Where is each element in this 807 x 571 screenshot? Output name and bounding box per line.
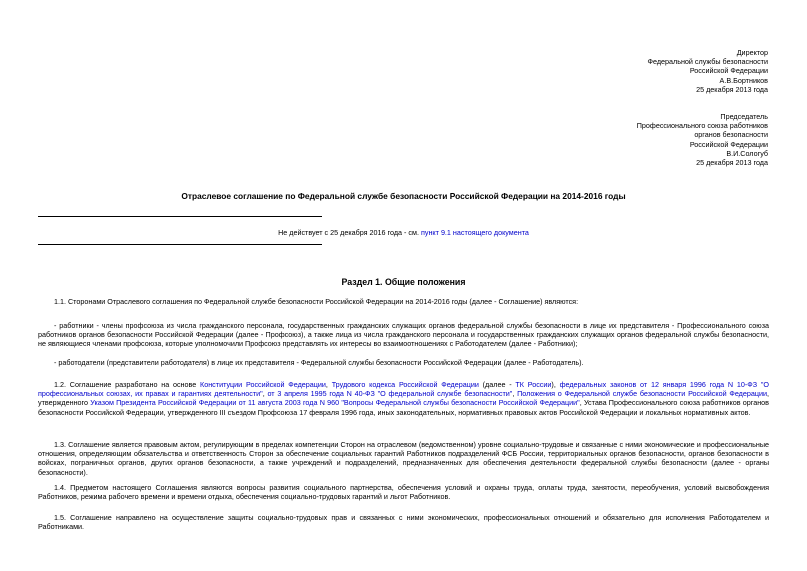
signature-line: В.И.Сологуб bbox=[726, 148, 768, 158]
section-title: Раздел 1. Общие положения bbox=[341, 277, 466, 287]
paragraph-text: - работники - члены профсоюза из числа гражданского персонала, государственных гражданских служащих органов федеральной службы безопасности в лице их представителя - Профессионального союза работников органов безопасности Российской Федерации (далее - Профсоюз), а также лица из числа гражданского персонала и государственных гражданских служащих органов федеральной службы безопасности, не являющиеся членами профсоюза, которые уполномочили Профсоюз представлять их интересы во взаимоотношениях с Работодателем (далее - Работники); bbox=[38, 321, 769, 349]
paragraph-text: , bbox=[512, 389, 518, 399]
paragraph-1-2 bbox=[38, 380, 769, 417]
presidential-decree-link[interactable]: Указом Президента Российской Федерации от 11 августа 2003 года N 960 "Вопросы Федеральной службы безопасности Российской Федерации" bbox=[90, 398, 580, 408]
chairman-signature-block bbox=[637, 112, 768, 167]
federal-law-trade-unions-link[interactable]: федеральных законов от 12 января 1996 года N 10-ФЗ "О профессиональных союзах, их правах и гарантиях деятельности" bbox=[38, 380, 769, 399]
labor-code-link[interactable]: Трудового кодекса Российской Федерации bbox=[331, 380, 479, 389]
paragraph-text: 1.2. Соглашение разработано на основе bbox=[54, 380, 201, 389]
signature-line: Российской Федерации bbox=[689, 66, 768, 76]
fsb-regulation-link[interactable]: Положения о Федеральной службе безопасности Российской Федерации bbox=[517, 389, 768, 399]
paragraph-text: 1.5. Соглашение направлено на осуществление защиты социально-трудовых прав и связанных с ними экономических, профессиональных отношений и обязательно для исполнения Работодателем и Работниками. bbox=[38, 513, 769, 532]
paragraph-text: , Устава Профессионального союза работников органов безопасности Российской Федерации, утвержденного III съездом Профсоюза 17 февраля 1996 года, иных законодательных, нормативных правовых актов Российской Федерации и локальных нормативных актов. bbox=[38, 398, 769, 417]
status-link[interactable]: пункт 9.1 настоящего документа bbox=[420, 228, 529, 237]
signature-line: 25 декабря 2013 года bbox=[696, 84, 768, 94]
paragraph-workers bbox=[38, 321, 769, 349]
paragraph-text: ), bbox=[551, 380, 560, 389]
paragraph-text: 1.4. Предметом настоящего Соглашения являются вопросы развития социального партнерства, обеспечения условий и охраны труда, оплаты труда, занятости, переобучения, условий высвобождения Работников, режима рабочего времени и времени отдыха, обеспечения социально-трудовых гарантий и льгот Работников. bbox=[38, 483, 769, 502]
signature-line: Председатель bbox=[720, 112, 768, 121]
signature-line: Профессионального союза работников bbox=[636, 121, 768, 131]
constitution-link[interactable]: Конституции Российской Федерации bbox=[200, 380, 326, 389]
divider-line bbox=[38, 216, 322, 217]
paragraph-1-3 bbox=[38, 440, 769, 477]
director-signature-block bbox=[648, 48, 768, 94]
paragraph-1-1 bbox=[38, 297, 769, 306]
signature-line: А.В.Бортников bbox=[719, 75, 768, 85]
paragraph-employers bbox=[38, 358, 769, 367]
paragraph-text: (далее - bbox=[478, 380, 516, 389]
status-text: Не действует с 25 декабря 2016 года - см. bbox=[278, 228, 419, 237]
signature-line: органов безопасности bbox=[694, 130, 768, 140]
paragraph-text: , bbox=[325, 380, 332, 389]
paragraph-text: - работодатели (представители работодателя) в лице их представителя - Федеральной службы безопасности Российской Федерации (далее - Работодатель). bbox=[54, 358, 584, 367]
paragraph-text: 1.3. Соглашение является правовым актом, регулирующим в пределах компетенции Сторон на отраслевом (ведомственном) уровне социально-трудовые и связанные с ними экономические и профессиональные отношения, определяющим обязательства и ответственность Сторон за обеспечение социальных гарантий Работников подразделений ФСБ России, территориальных органов безопасности, органов безопасности в войсках, пограничных органов, других органов безопасности, а также учреждений и подразделений, предназначенных для обеспечения деятельности федеральной службы безопасности (далее - органы безопасности). bbox=[38, 440, 769, 477]
signature-line: Федеральной службы безопасности bbox=[647, 57, 768, 67]
signature-line: Директор bbox=[736, 48, 768, 57]
tk-russia-link[interactable]: ТК России bbox=[515, 380, 552, 389]
document-status bbox=[0, 228, 807, 237]
paragraph-text: 1.1. Сторонами Отраслевого соглашения по Федеральной службе безопасности Российской Федерации на 2014-2016 годы (далее - Соглашение) являются: bbox=[54, 297, 579, 306]
paragraph-text: , утвержденного bbox=[38, 389, 770, 408]
signature-line: Российской Федерации bbox=[689, 139, 768, 149]
document-title: Отраслевое соглашение по Федеральной службе безопасности Российской Федерации на 2014-2016 годы bbox=[181, 191, 626, 201]
divider-line bbox=[38, 244, 322, 245]
paragraph-1-5 bbox=[38, 513, 769, 531]
signature-line: 25 декабря 2013 года bbox=[696, 158, 768, 168]
paragraph-1-4 bbox=[38, 483, 769, 501]
paragraph-text: , bbox=[262, 389, 268, 399]
federal-law-fsb-link[interactable]: от 3 апреля 1995 года N 40-ФЗ "О федеральной службе безопасности" bbox=[267, 389, 513, 399]
